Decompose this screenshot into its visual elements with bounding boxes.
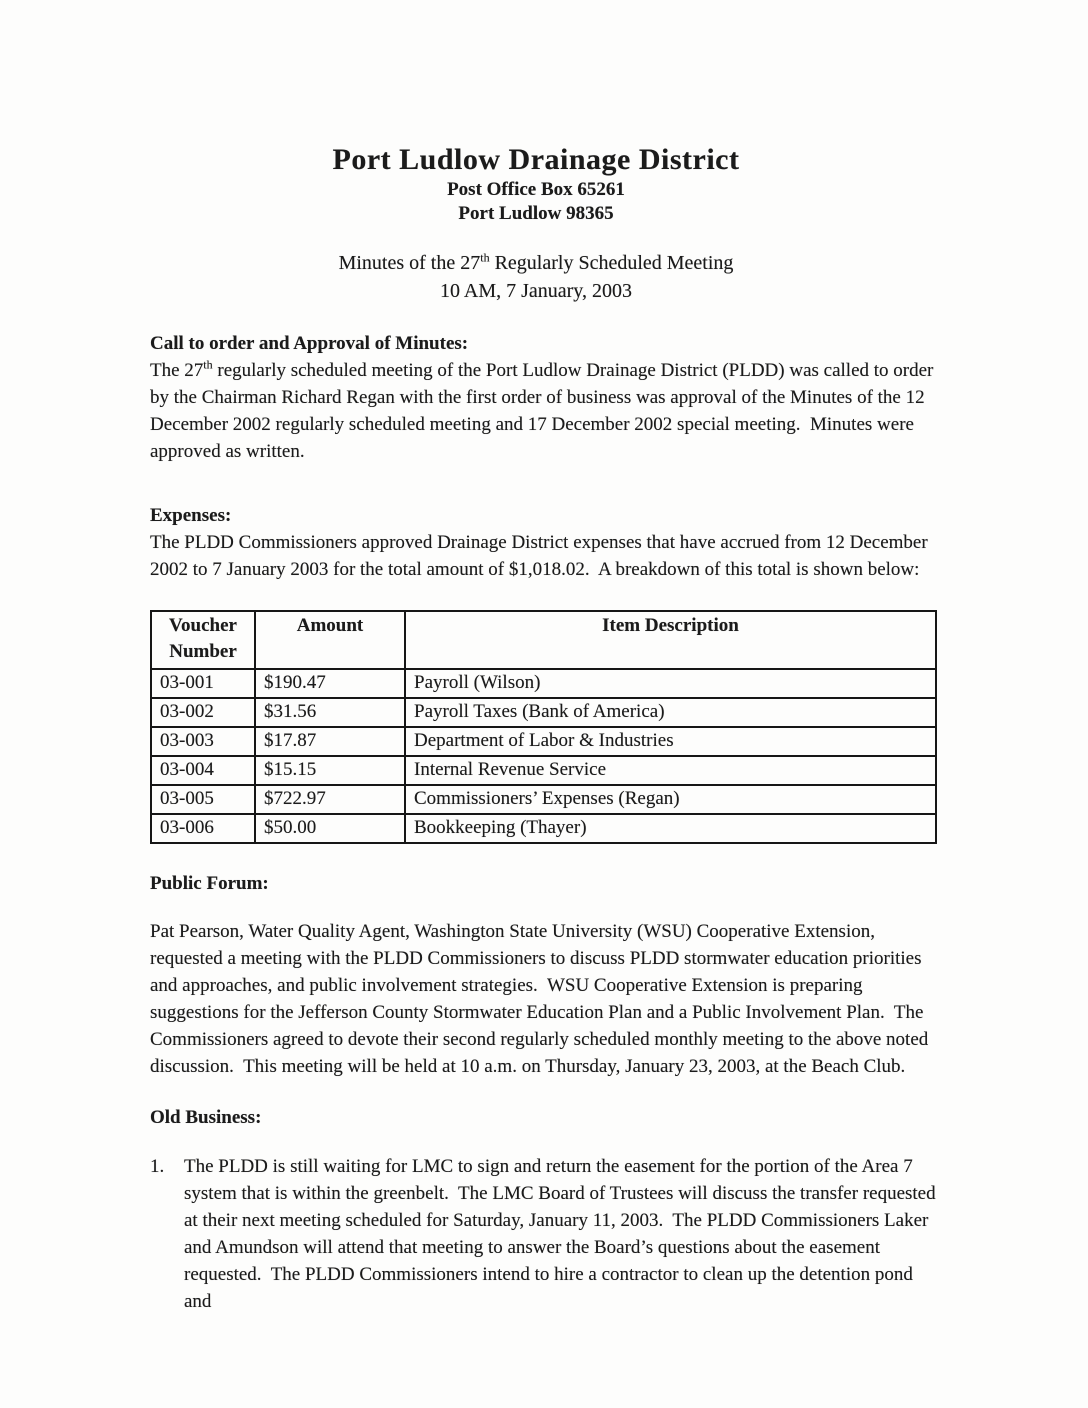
meeting-subtitle-line1: Minutes of the 27th Regularly Scheduled Meeting [338, 250, 734, 274]
document-body [150, 330, 940, 1315]
meeting-datetime: 10 AM, 7 January, 2003 [439, 280, 633, 302]
table-row [151, 814, 936, 843]
section-heading-public-forum: Public Forum: [150, 873, 269, 894]
voucher-number-cell: 03-004 [151, 756, 255, 785]
section-heading-expenses: Expenses: [150, 505, 232, 526]
address-line-1: Post Office Box 65261 [447, 179, 625, 200]
expense-table [150, 610, 937, 844]
amount-cell: $15.15 [255, 756, 405, 785]
document-header [150, 142, 922, 305]
table-row [151, 756, 936, 785]
voucher-number-cell: 03-006 [151, 814, 255, 843]
expenses-paragraph: The PLDD Commissioners approved Drainage District expenses that have accrued from 12 December 2002 to 7 January 2003 for the total amount of $1,018.02. A breakdown of this total is shown below: [150, 532, 933, 580]
table-row [151, 727, 936, 756]
table-row [151, 669, 936, 698]
meeting-subtitle [150, 249, 922, 305]
ordinal-superscript: th [480, 250, 490, 265]
table-header-row [151, 611, 936, 669]
call-to-order-paragraph: The 27th regularly scheduled meeting of the Port Ludlow Drainage District (PLDD) was called to order by the Chairman Richard Regan with the first order of business was approval of the Minutes of the 12 December 2002 regularly scheduled meeting and 17 December 2002 special meeting. Minutes were approved as written. [150, 357, 939, 462]
scanned-document-page [0, 142, 1088, 1408]
address-line-2: Port Ludlow 98365 [458, 203, 614, 224]
list-item [150, 1153, 940, 1315]
voucher-number-cell: 03-001 [151, 669, 255, 698]
table-row [151, 698, 936, 727]
old-business-list [150, 1153, 940, 1315]
table-row [151, 785, 936, 814]
public-forum-paragraph: Pat Pearson, Water Quality Agent, Washington State University (WSU) Cooperative Extension, requested a meeting with the PLDD Commissioners to discuss PLDD stormwater education priorities and approaches, and public involvement strategies. WSU Cooperative Extension is preparing suggestions for the Jefferson County Stormwater Education Plan and a Public Involvement Plan. The Commissioners agreed to devote their second regularly scheduled monthly meeting to the above noted discussion. This meeting will be held at 10 a.m. on Thursday, January 23, 2003, at the Beach Club. [150, 921, 934, 1077]
amount-cell: $50.00 [255, 814, 405, 843]
item-description-cell: Payroll Taxes (Bank of America) [405, 698, 936, 727]
document-title: Port Ludlow Drainage District [332, 143, 740, 176]
item-description-cell: Commissioners’ Expenses (Regan) [405, 785, 936, 814]
item-description-cell: Department of Labor & Industries [405, 727, 936, 756]
section-heading-old-business: Old Business: [150, 1107, 262, 1128]
column-header-item-description: Item Description [405, 611, 936, 669]
column-header-voucher-number: Voucher Number [151, 611, 255, 669]
voucher-number-cell: 03-002 [151, 698, 255, 727]
section-heading-call-to-order: Call to order and Approval of Minutes: [150, 333, 469, 354]
column-header-amount: Amount [255, 611, 405, 669]
list-item-text: The PLDD is still waiting for LMC to sign and return the easement for the portion of the Area 7 system that is within the greenbelt. The LMC Board of Trustees will discuss the transfer requested at their next meeting scheduled for Saturday, January 11, 2003. The PLDD Commissioners Laker and Amundson will attend that meeting to answer the Board’s questions about the easement requested. The PLDD Commissioners intend to hire a contractor to clean up the detention pond and [184, 1156, 941, 1312]
amount-cell: $31.56 [255, 698, 405, 727]
item-description-cell: Bookkeeping (Thayer) [405, 814, 936, 843]
voucher-number-cell: 03-005 [151, 785, 255, 814]
item-description-cell: Internal Revenue Service [405, 756, 936, 785]
amount-cell: $190.47 [255, 669, 405, 698]
list-item-number: 1. [150, 1156, 165, 1177]
voucher-number-cell: 03-003 [151, 727, 255, 756]
amount-cell: $722.97 [255, 785, 405, 814]
ordinal-superscript: th [203, 357, 213, 372]
amount-cell: $17.87 [255, 727, 405, 756]
item-description-cell: Payroll (Wilson) [405, 669, 936, 698]
